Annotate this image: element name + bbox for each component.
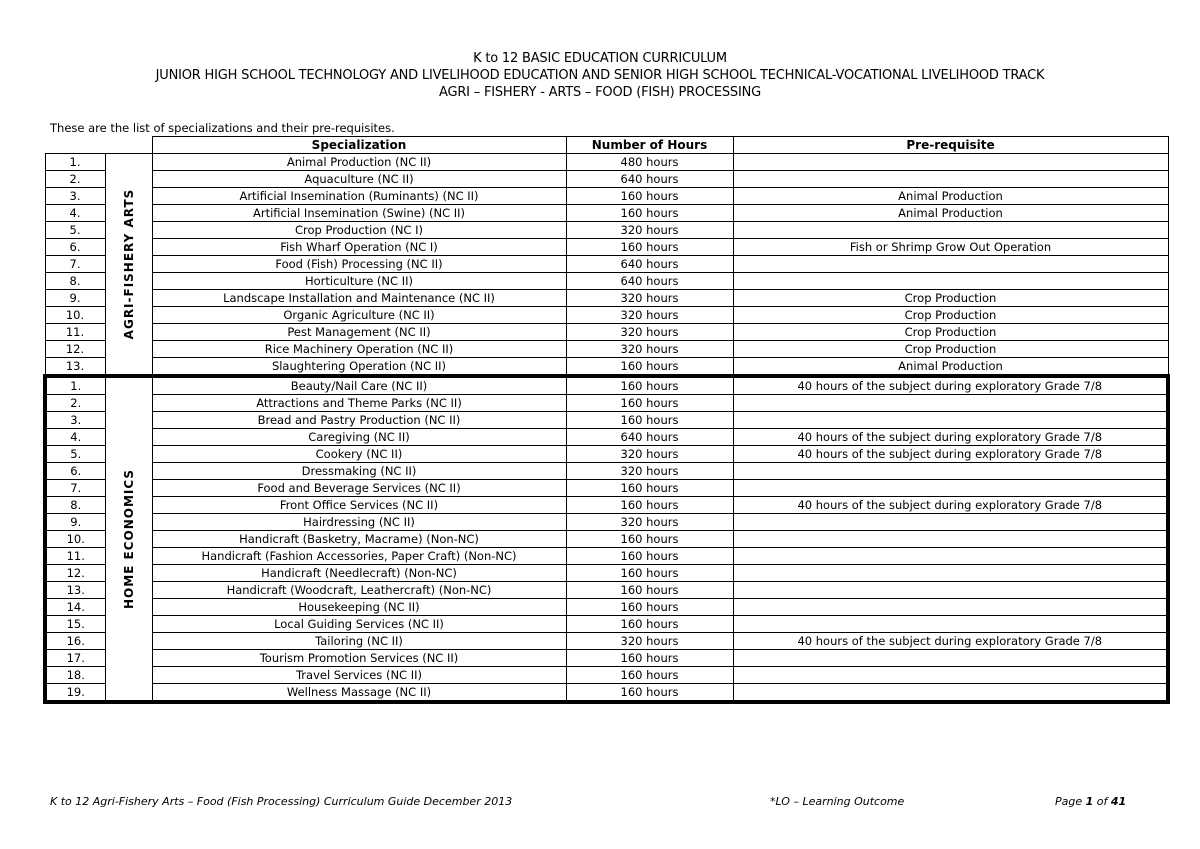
- prerequisite-cell: Crop Production: [733, 341, 1168, 358]
- table-row: [45, 650, 1168, 667]
- specialization-cell: Beauty/Nail Care (NC II): [152, 376, 566, 395]
- specialization-cell: Handicraft (Basketry, Macrame) (Non-NC): [152, 531, 566, 548]
- prerequisite-cell: [733, 667, 1168, 684]
- header-specialization: Specialization: [152, 137, 566, 154]
- hours-cell: 160 hours: [566, 565, 733, 582]
- row-number: 3.: [45, 412, 105, 429]
- specialization-cell: Food and Beverage Services (NC II): [152, 480, 566, 497]
- table-row: [45, 358, 1168, 377]
- hours-cell: 640 hours: [566, 429, 733, 446]
- table-row: [45, 480, 1168, 497]
- specialization-cell: Animal Production (NC II): [152, 154, 566, 171]
- row-number: 4.: [45, 205, 105, 222]
- hours-cell: 640 hours: [566, 171, 733, 188]
- table-row: [45, 667, 1168, 684]
- table-header-row: [45, 137, 1168, 154]
- specialization-cell: Aquaculture (NC II): [152, 171, 566, 188]
- table-row: [45, 684, 1168, 703]
- row-number: 10.: [45, 531, 105, 548]
- table-row: [45, 463, 1168, 480]
- specialization-cell: Dressmaking (NC II): [152, 463, 566, 480]
- prerequisite-cell: 40 hours of the subject during exploratory Grade 7/8: [733, 446, 1168, 463]
- table-row: [45, 565, 1168, 582]
- row-number: 2.: [45, 395, 105, 412]
- table-row: [45, 582, 1168, 599]
- hours-cell: 160 hours: [566, 239, 733, 256]
- hours-cell: 320 hours: [566, 446, 733, 463]
- specialization-cell: Food (Fish) Processing (NC II): [152, 256, 566, 273]
- specialization-cell: Hairdressing (NC II): [152, 514, 566, 531]
- table-row: [45, 616, 1168, 633]
- hours-cell: 480 hours: [566, 154, 733, 171]
- row-number: 17.: [45, 650, 105, 667]
- table-row: [45, 514, 1168, 531]
- prerequisite-cell: [733, 222, 1168, 239]
- prerequisite-cell: [733, 154, 1168, 171]
- row-number: 19.: [45, 684, 105, 703]
- header-hours: Number of Hours: [566, 137, 733, 154]
- specialization-cell: Pest Management (NC II): [152, 324, 566, 341]
- home-economics-group: [45, 376, 1168, 702]
- table-row: [45, 412, 1168, 429]
- table-row: [45, 171, 1168, 188]
- table-row: [45, 395, 1168, 412]
- page-prefix: Page: [1055, 795, 1083, 808]
- row-number: 2.: [45, 171, 105, 188]
- table-row: [45, 188, 1168, 205]
- group-label: HOME ECONOMICS: [121, 468, 136, 610]
- hours-cell: 160 hours: [566, 684, 733, 703]
- table-row: [45, 497, 1168, 514]
- specialization-cell: Caregiving (NC II): [152, 429, 566, 446]
- prerequisite-cell: 40 hours of the subject during exploratory Grade 7/8: [733, 376, 1168, 395]
- page-of: of: [1096, 795, 1108, 808]
- table-row: [45, 341, 1168, 358]
- table-row: [45, 376, 1168, 395]
- table-row: [45, 324, 1168, 341]
- specialization-cell: Attractions and Theme Parks (NC II): [152, 395, 566, 412]
- row-number: 14.: [45, 599, 105, 616]
- row-number: 9.: [45, 514, 105, 531]
- hours-cell: 160 hours: [566, 616, 733, 633]
- hours-cell: 160 hours: [566, 650, 733, 667]
- table-row: [45, 446, 1168, 463]
- prerequisite-cell: [733, 273, 1168, 290]
- prerequisite-cell: 40 hours of the subject during exploratory Grade 7/8: [733, 633, 1168, 650]
- specialization-cell: Crop Production (NC I): [152, 222, 566, 239]
- row-number: 5.: [45, 446, 105, 463]
- hours-cell: 320 hours: [566, 463, 733, 480]
- table-row: [45, 205, 1168, 222]
- prerequisite-cell: Animal Production: [733, 358, 1168, 377]
- footer-guide-title: K to 12 Agri-Fishery Arts – Food (Fish Processing) Curriculum Guide December 2013: [50, 795, 513, 808]
- prerequisite-cell: [733, 412, 1168, 429]
- hours-cell: 160 hours: [566, 548, 733, 565]
- row-number: 8.: [45, 273, 105, 290]
- table-row: [45, 548, 1168, 565]
- row-number: 8.: [45, 497, 105, 514]
- specialization-cell: Bread and Pastry Production (NC II): [152, 412, 566, 429]
- title-line-2: JUNIOR HIGH SCHOOL TECHNOLOGY AND LIVELIHOOD EDUCATION AND SENIOR HIGH SCHOOL TECHNICAL-VOCATIONAL LIVELIHOOD TRACK: [155, 68, 1045, 83]
- hours-cell: 640 hours: [566, 273, 733, 290]
- prerequisite-cell: 40 hours of the subject during exploratory Grade 7/8: [733, 429, 1168, 446]
- specialization-cell: Handicraft (Needlecraft) (Non-NC): [152, 565, 566, 582]
- intro-text: These are the list of specializations and their pre-requisites.: [50, 121, 395, 135]
- row-number: 6.: [45, 239, 105, 256]
- hours-cell: 160 hours: [566, 582, 733, 599]
- prerequisite-cell: Animal Production: [733, 205, 1168, 222]
- hours-cell: 160 hours: [566, 412, 733, 429]
- row-number: 15.: [45, 616, 105, 633]
- hours-cell: 160 hours: [566, 497, 733, 514]
- hours-cell: 320 hours: [566, 324, 733, 341]
- document-title-block: [0, 50, 1200, 101]
- table-row: [45, 290, 1168, 307]
- prerequisite-cell: Crop Production: [733, 324, 1168, 341]
- prerequisite-cell: [733, 531, 1168, 548]
- prerequisite-cell: [733, 616, 1168, 633]
- specialization-cell: Artificial Insemination (Swine) (NC II): [152, 205, 566, 222]
- hours-cell: 320 hours: [566, 307, 733, 324]
- row-number: 7.: [45, 480, 105, 497]
- row-number: 6.: [45, 463, 105, 480]
- specialization-cell: Local Guiding Services (NC II): [152, 616, 566, 633]
- prerequisite-cell: [733, 599, 1168, 616]
- header-prerequisite: Pre-requisite: [733, 137, 1168, 154]
- specialization-cell: Travel Services (NC II): [152, 667, 566, 684]
- specialization-cell: Organic Agriculture (NC II): [152, 307, 566, 324]
- row-number: 13.: [45, 582, 105, 599]
- prerequisite-cell: [733, 256, 1168, 273]
- specialization-cell: Fish Wharf Operation (NC I): [152, 239, 566, 256]
- title-line-3: AGRI – FISHERY - ARTS – FOOD (FISH) PROCESSING: [439, 85, 761, 100]
- row-number: 1.: [45, 376, 105, 395]
- hours-cell: 160 hours: [566, 599, 733, 616]
- specialization-cell: Rice Machinery Operation (NC II): [152, 341, 566, 358]
- specializations-table: [43, 136, 1170, 704]
- hours-cell: 320 hours: [566, 633, 733, 650]
- specialization-cell: Wellness Massage (NC II): [152, 684, 566, 703]
- row-number: 11.: [45, 324, 105, 341]
- specialization-cell: Artificial Insemination (Ruminants) (NC II): [152, 188, 566, 205]
- table-row: [45, 222, 1168, 239]
- prerequisite-cell: [733, 395, 1168, 412]
- hours-cell: 320 hours: [566, 222, 733, 239]
- row-number: 12.: [45, 565, 105, 582]
- hours-cell: 160 hours: [566, 205, 733, 222]
- row-number: 11.: [45, 548, 105, 565]
- prerequisite-cell: Animal Production: [733, 188, 1168, 205]
- row-number: 16.: [45, 633, 105, 650]
- row-number: 1.: [45, 154, 105, 171]
- prerequisite-cell: [733, 582, 1168, 599]
- prerequisite-cell: Fish or Shrimp Grow Out Operation: [733, 239, 1168, 256]
- specialization-cell: Cookery (NC II): [152, 446, 566, 463]
- prerequisite-cell: Crop Production: [733, 290, 1168, 307]
- footer-note: *LO – Learning Outcome: [770, 795, 905, 808]
- hours-cell: 320 hours: [566, 290, 733, 307]
- table-row: [45, 531, 1168, 548]
- table-row: [45, 599, 1168, 616]
- hours-cell: 160 hours: [566, 395, 733, 412]
- specialization-cell: Tailoring (NC II): [152, 633, 566, 650]
- table-row: [45, 239, 1168, 256]
- row-number: 5.: [45, 222, 105, 239]
- hours-cell: 160 hours: [566, 667, 733, 684]
- specialization-cell: Landscape Installation and Maintenance (NC II): [152, 290, 566, 307]
- prerequisite-cell: Crop Production: [733, 307, 1168, 324]
- specialization-cell: Tourism Promotion Services (NC II): [152, 650, 566, 667]
- hours-cell: 160 hours: [566, 531, 733, 548]
- page-total: 41: [1110, 795, 1127, 808]
- group-label-cell: [105, 154, 152, 377]
- specialization-cell: Housekeeping (NC II): [152, 599, 566, 616]
- page-current: 1: [1085, 795, 1094, 808]
- specialization-cell: Horticulture (NC II): [152, 273, 566, 290]
- specialization-cell: Front Office Services (NC II): [152, 497, 566, 514]
- row-number: 3.: [45, 188, 105, 205]
- agri-fishery-group: [45, 154, 1168, 377]
- row-number: 13.: [45, 358, 105, 377]
- prerequisite-cell: 40 hours of the subject during exploratory Grade 7/8: [733, 497, 1168, 514]
- hours-cell: 320 hours: [566, 514, 733, 531]
- row-number: 9.: [45, 290, 105, 307]
- header-blank-cell: [45, 137, 152, 154]
- prerequisite-cell: [733, 171, 1168, 188]
- table-row: [45, 633, 1168, 650]
- hours-cell: 160 hours: [566, 358, 733, 377]
- prerequisite-cell: [733, 480, 1168, 497]
- table-row: [45, 429, 1168, 446]
- title-line-1: K to 12 BASIC EDUCATION CURRICULUM: [473, 51, 727, 66]
- prerequisite-cell: [733, 684, 1168, 703]
- table-row: [45, 307, 1168, 324]
- prerequisite-cell: [733, 548, 1168, 565]
- table-row: [45, 154, 1168, 171]
- row-number: 18.: [45, 667, 105, 684]
- hours-cell: 320 hours: [566, 341, 733, 358]
- hours-cell: 640 hours: [566, 256, 733, 273]
- hours-cell: 160 hours: [566, 376, 733, 395]
- table-row: [45, 273, 1168, 290]
- prerequisite-cell: [733, 650, 1168, 667]
- specialization-cell: Handicraft (Fashion Accessories, Paper Craft) (Non-NC): [152, 548, 566, 565]
- prerequisite-cell: [733, 565, 1168, 582]
- footer-page-number: [1055, 795, 1126, 808]
- prerequisite-cell: [733, 514, 1168, 531]
- specialization-cell: Slaughtering Operation (NC II): [152, 358, 566, 377]
- group-label: AGRI-FISHERY ARTS: [121, 188, 136, 340]
- group-label-cell: [105, 376, 152, 702]
- hours-cell: 160 hours: [566, 188, 733, 205]
- row-number: 12.: [45, 341, 105, 358]
- row-number: 7.: [45, 256, 105, 273]
- prerequisite-cell: [733, 463, 1168, 480]
- specialization-cell: Handicraft (Woodcraft, Leathercraft) (Non-NC): [152, 582, 566, 599]
- row-number: 4.: [45, 429, 105, 446]
- table-row: [45, 256, 1168, 273]
- hours-cell: 160 hours: [566, 480, 733, 497]
- row-number: 10.: [45, 307, 105, 324]
